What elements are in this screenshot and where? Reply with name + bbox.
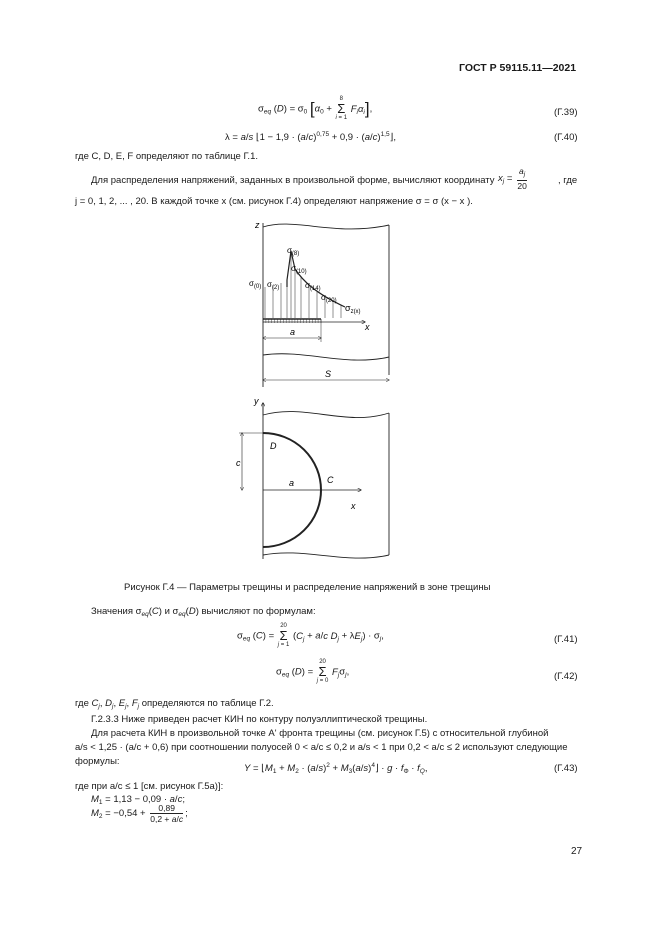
figure-g4 <box>225 215 415 580</box>
where-note-2: где $C_j$, $D_j$, $E_j$, $F_j$ определяются по таблице Г.2. <box>75 698 274 710</box>
axis-x-label-lower: x <box>351 501 356 511</box>
point-d-label: D <box>270 441 277 451</box>
lower-figure <box>236 396 389 559</box>
plate-top-break-upper <box>263 224 389 229</box>
paragraph-distribution-line1: Для распределения напряжений, заданных в произвольной форме, вычисляют координату <box>91 175 495 186</box>
formula-m2: $M_2 = -0,54$ + $\frac{0,89}{0,2 + a/c}$ ; <box>91 803 188 824</box>
figure-caption: Рисунок Г.4 — Параметры трещины и распределение напряжений в зоне трещины <box>124 582 491 593</box>
formula-xj: $x_j$ = $\frac{a_j}{20}$ <box>498 166 527 191</box>
where-note-3: где при a/c ≤ 1 [см. рисунок Г.5а)]: <box>75 781 224 792</box>
standard-number: ГОСТ Р 59115.11—2021 <box>459 62 577 74</box>
where-note-1: где C, D, E, F определяют по таблице Г.1. <box>75 151 258 162</box>
plate-bottom-break-lower <box>263 553 389 558</box>
paragraph-distribution-line1-end: , где <box>558 175 578 186</box>
label-sigma-2: $\sigma_{(2)}$ <box>267 280 280 291</box>
crack-ticks <box>263 319 321 323</box>
paragraph-kin-line1: Для расчета КИН в произвольной точке А' фронта трещины (см. рисунок Г.5) с относительной глубиной <box>91 728 549 739</box>
label-sigma-8: $\sigma_{(8)}$ <box>287 246 300 257</box>
page-number: 27 <box>571 846 583 857</box>
formula-g41: $\sigma_{eq}$ (C) = 20 Σ j = 1 ($C_j + a/c$ $D_j + \lambda E_j) \cdot \sigma_j$, <box>237 623 384 648</box>
axis-y-label: y <box>254 396 259 406</box>
dim-c-label: c <box>236 458 241 468</box>
dim-a-label-lower: a <box>289 478 295 488</box>
label-sigma-20: $\sigma_{(20)}$ <box>321 293 337 304</box>
equation-number-g40: (Г.40) <box>554 132 578 143</box>
formula-g40: λ = a/s ⌊1 − $1,9 \cdot (a/c)^{0,75} + 0,9$ · $(a/c)^{1,5}⌋$, <box>225 131 396 143</box>
plate-bottom-break-upper <box>263 354 389 360</box>
equation-number-g43: (Г.43) <box>554 763 578 774</box>
formula-m1: $M_1 = 1,13 - 0,09 \cdot a/c$; <box>91 794 185 806</box>
axis-z-label: z <box>255 220 260 230</box>
plate-top-break-lower <box>263 412 389 418</box>
equation-number-g42: (Г.42) <box>554 671 578 682</box>
values-intro: Значения $\sigma_{eq}(C)$ и $\sigma_{eq}(D)$ вычисляют по формулам: <box>91 606 316 618</box>
axis-x-label-upper: x <box>365 322 370 332</box>
label-sigma-0: $\sigma_{(0)}$ <box>249 279 262 290</box>
dim-s-label: S <box>325 369 332 379</box>
formula-g39: $\sigma_{eq}$ $(D) = \sigma_0$ [$\alpha_0$ + 8 Σ i = 1 $F_i\alpha_i$], <box>258 96 373 121</box>
equation-number-g39: (Г.39) <box>554 107 578 118</box>
label-sigma-z: $\sigma_{z(x)}$ <box>345 303 361 315</box>
paragraph-kin-line2: a/s < 1,25 · (a/c + 0,6) при соотношении полуосей 0 < a/c ≤ 0,2 и a/s < 1 при 0,2 < a/c ≤ 2 используют следующие <box>75 742 568 753</box>
paragraph-kin-line3: формулы: <box>75 756 120 767</box>
dim-a-label-upper: a <box>290 327 296 337</box>
formula-g42: $\sigma_{eq}$ (D) = 20 Σ j = 0 $F_j\sigma_j$, <box>276 659 350 684</box>
point-c-label: C <box>327 475 334 485</box>
upper-figure <box>249 220 389 387</box>
paragraph-distribution-line2: j = 0, 1, 2, ... , 20. В каждой точке x (см. рисунок Г.4) определяют напряжение σ = σ (x − x ). <box>75 196 473 207</box>
formula-g43: $Y = ⌊M_1 + M_2 \cdot (a/s)^2$ + $M_3(a/s)^4⌋ \cdot g \cdot f_\Phi \cdot f_Q$, <box>244 762 428 775</box>
label-sigma-14: $\sigma_{(14)}$ <box>305 281 321 292</box>
equation-number-g41: (Г.41) <box>554 634 578 645</box>
section-g233: Г.2.3.3 Ниже приведен расчет КИН по контуру полуэллиптической трещины. <box>91 714 428 725</box>
label-sigma-10: $\sigma_{(10)}$ <box>291 264 307 275</box>
